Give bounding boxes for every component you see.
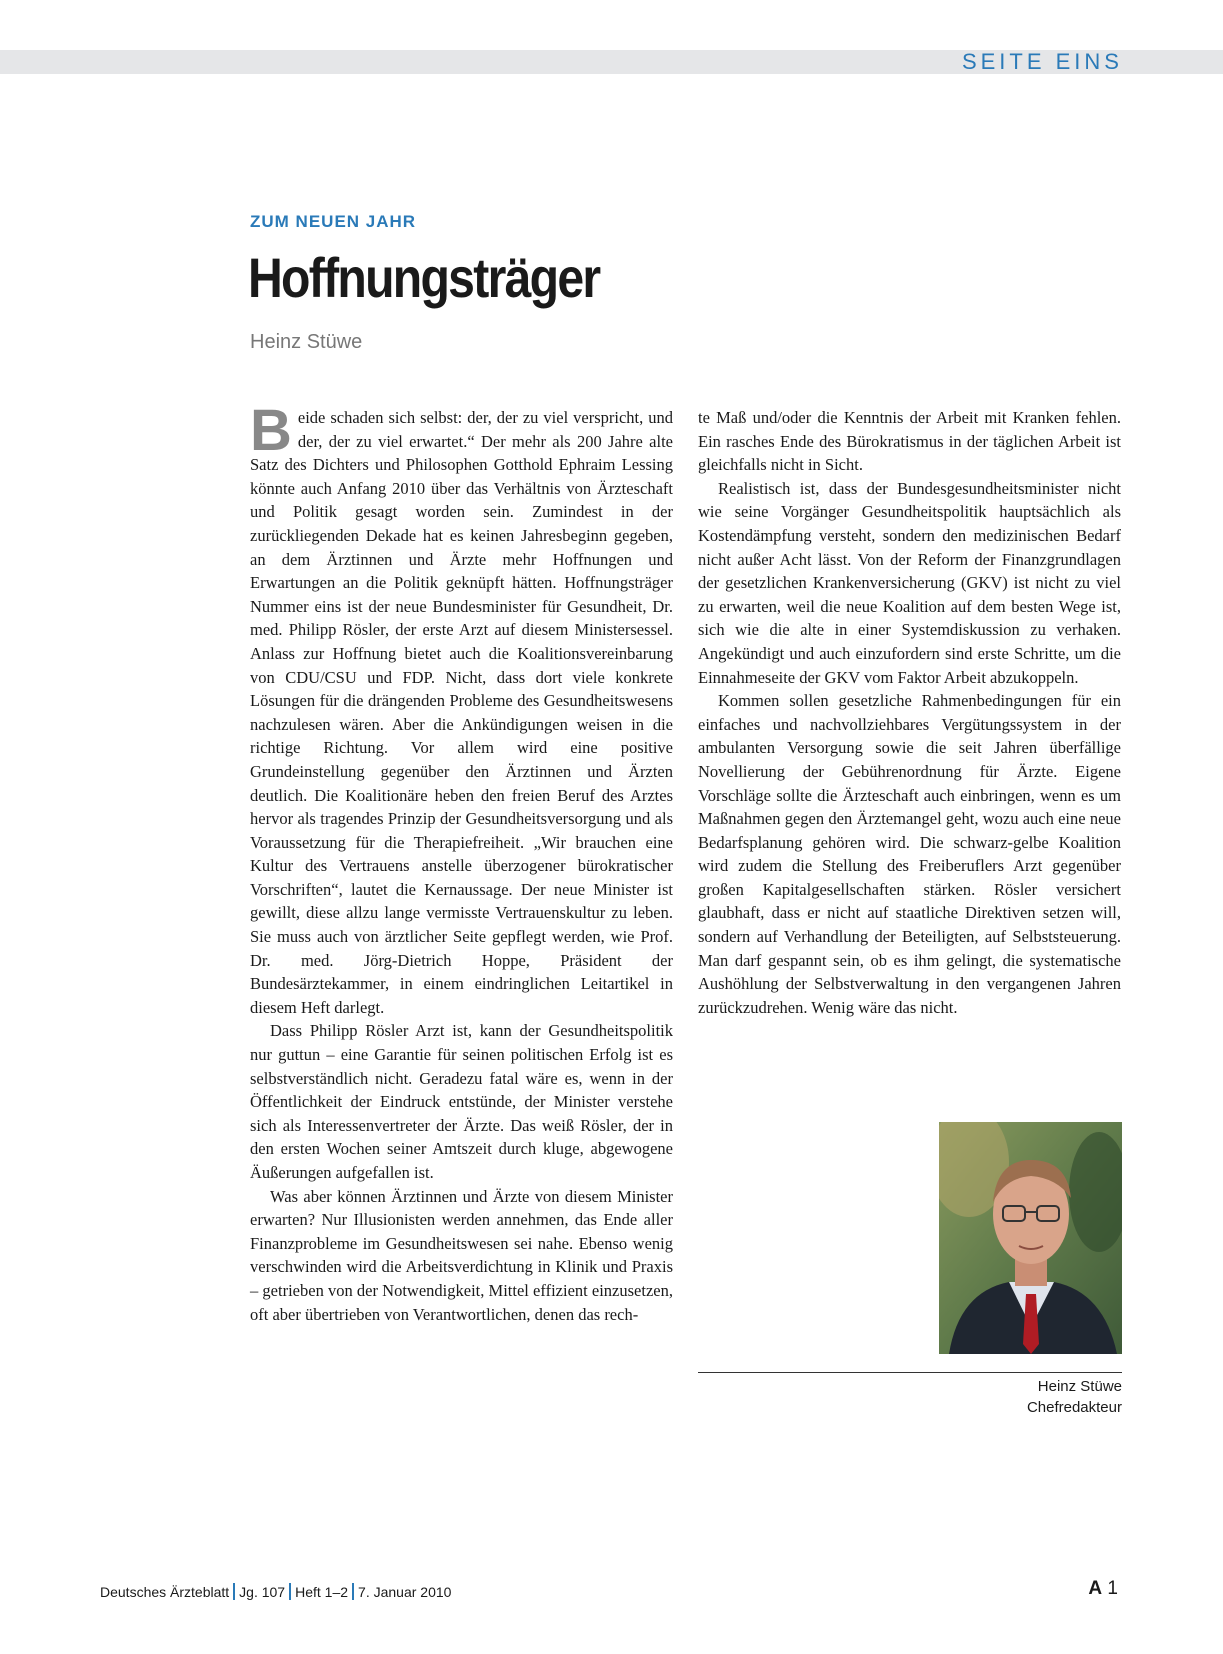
article-title: Hoffnungsträger	[248, 246, 600, 309]
caption-name: Heinz Stüwe	[1037, 1378, 1122, 1395]
article-author: Heinz Stüwe	[250, 331, 363, 353]
footer-separator	[233, 1583, 235, 1600]
caption-divider	[698, 1372, 1122, 1373]
author-portrait	[939, 1122, 1122, 1354]
footer-citation	[100, 1583, 451, 1600]
footer-date: 7. Januar 2010	[358, 1584, 452, 1600]
portrait-illustration	[939, 1122, 1122, 1354]
footer-issue: Heft 1–2	[295, 1584, 349, 1600]
footer-separator	[352, 1583, 354, 1600]
footer-publication: Deutsches Ärzteblatt	[100, 1584, 230, 1600]
footer-separator	[289, 1583, 291, 1600]
paragraph-3-start: Was aber können Ärztinnen und Ärzte von diesem Minister erwarten? Nur Illusionisten werden annehmen, das Ende aller Finanzprobleme im Gesundheitswesen sei nahe. Ebenso wenig verschwinden wird die Arbeitsverdichtung in Klinik und Praxis – getrieben von der Notwendigkeit, Mittel effizient einzusetzen, oft aber übertrieben von Verantwortlichen, denen das rech-	[250, 1186, 673, 1324]
section-label: SEITE EINS	[961, 49, 1123, 74]
paragraph-2: Dass Philipp Rösler Arzt ist, kann der Gesundheitspolitik nur guttun – eine Garantie für seinen politischen Erfolg ist es selbstverständlich nicht. Geradezu fatal wäre es, wenn in der Öffentlichkeit der Eindruck entstünde, der Minister verstehe sich als Interessenvertreter der Ärzte. Das weiß Rösler, der in den ersten Wochen seiner Amtszeit durch kluge, abgewogene Äußerungen aufgefallen ist.	[250, 1021, 673, 1182]
paragraph-1	[250, 398, 673, 1019]
article-kicker: ZUM NEUEN JAHR	[250, 212, 417, 231]
page-number	[1088, 1578, 1118, 1600]
article-column-left	[250, 398, 673, 1326]
paragraph-5: Kommen sollen gesetzliche Rahmenbedingungen für ein einfaches und nachvollziehbares Vergütungssystem in der ambulanten Versorgung sowie die seit Jahren überfällige Novellierung der Gebührenordnung für Ärzte. Eigene Vorschläge sollte die Ärzteschaft auch einbringen, wenn es um Maßnahmen gegen den Ärztemangel geht, wozu auch eine neue Bedarfsplanung gehören wird. Die schwarz-gelbe Koalition wird zudem die Stellung des Freiberuflers Arzt gegenüber großen Kapitalgesellschaften stärken. Rösler versichert glaubhaft, dass er nicht auf staatliche Direktiven setzen will, sondern auf Verhandlung der Beteiligten, auf Selbststeuerung. Man darf gespannt sein, ob es ihm gelingt, die systematische Aushöhlung der Selbstverwaltung in den vergangenen Jahren zurückzudrehen. Wenig wäre das nicht.	[698, 691, 1121, 1017]
paragraph-4: Realistisch ist, dass der Bundesgesundheitsminister nicht wie seine Vorgänger Gesundheitspolitik hauptsächlich als Kostendämpfung versteht, sondern den medizinischen Bedarf nicht außer Acht lässt. Von der Reform der Finanzgrundlagen der gesetzlichen Krankenversicherung (GKV) ist nicht zu viel zu erwarten, weil die neue Koalition auf dem besten Wege ist, sich wie die alte in einer Systemdiskussion zu verhaken. Angekündigt und auch einzufordern sind erste Schritte, um die Einnahmeseite der GKV vom Faktor Arbeit abzukoppeln.	[698, 478, 1121, 687]
paragraph-1-text: eide schaden sich selbst: der, der zu viel verspricht, und der, der zu viel erwartet.“ Der mehr als 200 Jahre alte Satz des Dichters und Philosophen Gotthold Ephraim Lessing könnte auch Anfang 2010 über das Verhältnis von Ärzteschaft und Politik gesagt worden sein. Zumindest in der zurückliegenden Dekade hat es keinen Jahresbeginn gegeben, an dem Ärztinnen und Ärzte mehr Hoffnungen und Erwartungen an die Politik geknüpft hätten. Hoffnungsträger Nummer eins ist der neue Bundesminister für Gesundheit, Dr. med. Philipp Rösler, der erste Arzt auf diesem Ministersessel. Anlass zur Hoffnung bietet auch die Koalitionsvereinbarung von CDU/CSU und FDP. Nicht, dass dort viele konkrete Lösungen für die drängenden Probleme des Gesundheitswesens nachzulesen wären. Aber die Ankündigungen weisen in die richtige Richtung. Vor allem wird eine positive Grundeinstellung gegenüber den Ärztinnen und Ärzten deutlich. Die Koalitionäre heben den freien Beruf des Arztes hervor als tragendes Prinzip der Gesundheitsversorgung und als Voraussetzung für die Therapiefreiheit. „Wir brauchen eine Kultur des Vertrauens anstelle überzogener bürokratischer Vorschriften“, lautet die Kernaussage. Der neue Minister ist gewillt, diese allzu lange vermisste Vertrauenskultur zu leben. Sie muss auch von ärztlicher Seite gepflegt werden, wie Prof. Dr. med. Jörg-Dietrich Hoppe, Präsident der Bundesärztekammer, in einem eindringlichen Leitartikel in diesem Heft darlegt.	[250, 408, 673, 1017]
paragraph-3-end: te Maß und/oder die Kenntnis der Arbeit mit Kranken fehlen. Ein rasches Ende des Bürokratismus in der täglichen Arbeit ist gleichfalls nicht in Sicht.	[698, 408, 1121, 475]
photo-caption	[1027, 1376, 1122, 1418]
page-number-value: 1	[1107, 1578, 1118, 1599]
article-column-right	[698, 406, 1121, 1019]
page-prefix: A	[1088, 1578, 1103, 1599]
caption-role: Chefredakteur	[1026, 1399, 1122, 1416]
footer-volume: Jg. 107	[239, 1584, 286, 1600]
drop-cap: B	[250, 398, 292, 463]
